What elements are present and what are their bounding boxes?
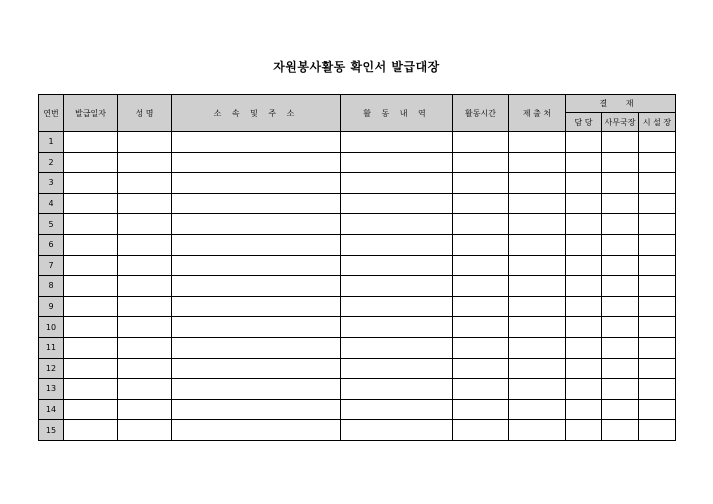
activity-hours-cell — [453, 420, 509, 441]
approval-director-cell — [639, 193, 676, 214]
activity-details-cell — [341, 132, 453, 153]
row-serial-number: 15 — [39, 420, 64, 441]
activity-hours-cell — [453, 358, 509, 379]
activity-hours-cell — [453, 152, 509, 173]
approval-secretary-general-cell — [602, 255, 639, 276]
approval-secretary-general-cell — [602, 173, 639, 194]
affiliation-address-cell — [172, 399, 341, 420]
activity-details-cell — [341, 173, 453, 194]
header-affiliation-address: 소 속 및 주 소 — [172, 95, 341, 132]
activity-details-cell — [341, 296, 453, 317]
approval-staff-cell — [566, 234, 602, 255]
activity-details-cell — [341, 193, 453, 214]
table-row — [39, 337, 676, 358]
activity-hours-cell — [453, 255, 509, 276]
row-serial-number: 3 — [39, 173, 64, 194]
name-cell — [118, 173, 172, 194]
table-row — [39, 379, 676, 400]
submitted-to-cell — [509, 193, 566, 214]
table-row — [39, 420, 676, 441]
affiliation-address-cell — [172, 132, 341, 153]
approval-director-cell — [639, 173, 676, 194]
table-row — [39, 193, 676, 214]
table-row — [39, 234, 676, 255]
activity-details-cell — [341, 276, 453, 297]
name-cell — [118, 234, 172, 255]
approval-secretary-general-cell — [602, 358, 639, 379]
header-serial: 연번 — [39, 95, 64, 132]
activity-hours-cell — [453, 132, 509, 153]
submitted-to-cell — [509, 276, 566, 297]
issue-date-cell — [64, 152, 118, 173]
affiliation-address-cell — [172, 173, 341, 194]
row-serial-number: 8 — [39, 276, 64, 297]
issue-date-cell — [64, 193, 118, 214]
submitted-to-cell — [509, 358, 566, 379]
row-serial-number: 11 — [39, 337, 64, 358]
affiliation-address-cell — [172, 296, 341, 317]
submitted-to-cell — [509, 337, 566, 358]
table-row — [39, 399, 676, 420]
name-cell — [118, 214, 172, 235]
name-cell — [118, 255, 172, 276]
approval-staff-cell — [566, 193, 602, 214]
header-activity-details: 활 동 내 역 — [341, 95, 453, 132]
submitted-to-cell — [509, 296, 566, 317]
header-approval-secretary-general: 사무국장 — [602, 113, 639, 132]
table-row — [39, 358, 676, 379]
issue-date-cell — [64, 255, 118, 276]
name-cell — [118, 337, 172, 358]
activity-details-cell — [341, 152, 453, 173]
activity-details-cell — [341, 379, 453, 400]
row-serial-number: 9 — [39, 296, 64, 317]
activity-details-cell — [341, 337, 453, 358]
activity-hours-cell — [453, 337, 509, 358]
page-title: 자원봉사활동 확인서 발급대장 — [273, 60, 440, 74]
affiliation-address-cell — [172, 358, 341, 379]
activity-details-cell — [341, 420, 453, 441]
header-approval-director: 시 설 장 — [639, 113, 676, 132]
name-cell — [118, 399, 172, 420]
table-row — [39, 132, 676, 153]
affiliation-address-cell — [172, 214, 341, 235]
approval-staff-cell — [566, 173, 602, 194]
affiliation-address-cell — [172, 234, 341, 255]
approval-staff-cell — [566, 379, 602, 400]
submitted-to-cell — [509, 214, 566, 235]
approval-director-cell — [639, 214, 676, 235]
name-cell — [118, 379, 172, 400]
approval-secretary-general-cell — [602, 193, 639, 214]
affiliation-address-cell — [172, 420, 341, 441]
header-issue-date: 발급일자 — [64, 95, 118, 132]
approval-secretary-general-cell — [602, 420, 639, 441]
activity-hours-cell — [453, 193, 509, 214]
approval-director-cell — [639, 152, 676, 173]
approval-secretary-general-cell — [602, 317, 639, 338]
row-serial-number: 14 — [39, 399, 64, 420]
row-serial-number: 12 — [39, 358, 64, 379]
row-serial-number: 2 — [39, 152, 64, 173]
submitted-to-cell — [509, 152, 566, 173]
approval-staff-cell — [566, 399, 602, 420]
ledger-body — [39, 132, 676, 441]
activity-details-cell — [341, 214, 453, 235]
issue-date-cell — [64, 296, 118, 317]
submitted-to-cell — [509, 132, 566, 153]
approval-secretary-general-cell — [602, 132, 639, 153]
name-cell — [118, 317, 172, 338]
name-cell — [118, 358, 172, 379]
approval-director-cell — [639, 255, 676, 276]
row-serial-number: 4 — [39, 193, 64, 214]
activity-hours-cell — [453, 214, 509, 235]
row-serial-number: 1 — [39, 132, 64, 153]
activity-hours-cell — [453, 399, 509, 420]
issue-date-cell — [64, 214, 118, 235]
approval-secretary-general-cell — [602, 152, 639, 173]
activity-hours-cell — [453, 173, 509, 194]
activity-details-cell — [341, 358, 453, 379]
affiliation-address-cell — [172, 379, 341, 400]
submitted-to-cell — [509, 173, 566, 194]
header-approval: 결 재 — [566, 95, 676, 113]
issue-date-cell — [64, 420, 118, 441]
activity-details-cell — [341, 317, 453, 338]
approval-director-cell — [639, 358, 676, 379]
approval-staff-cell — [566, 132, 602, 153]
issue-date-cell — [64, 276, 118, 297]
approval-staff-cell — [566, 214, 602, 235]
approval-director-cell — [639, 132, 676, 153]
row-serial-number: 10 — [39, 317, 64, 338]
approval-secretary-general-cell — [602, 234, 639, 255]
approval-director-cell — [639, 420, 676, 441]
table-row — [39, 255, 676, 276]
activity-hours-cell — [453, 296, 509, 317]
approval-staff-cell — [566, 152, 602, 173]
affiliation-address-cell — [172, 337, 341, 358]
header-name: 성 명 — [118, 95, 172, 132]
issue-date-cell — [64, 173, 118, 194]
approval-director-cell — [639, 234, 676, 255]
activity-details-cell — [341, 255, 453, 276]
affiliation-address-cell — [172, 193, 341, 214]
approval-director-cell — [639, 276, 676, 297]
affiliation-address-cell — [172, 317, 341, 338]
issue-date-cell — [64, 234, 118, 255]
issue-date-cell — [64, 132, 118, 153]
issue-date-cell — [64, 399, 118, 420]
submitted-to-cell — [509, 420, 566, 441]
name-cell — [118, 132, 172, 153]
header-submitted-to: 제 출 처 — [509, 95, 566, 132]
issue-date-cell — [64, 337, 118, 358]
approval-director-cell — [639, 337, 676, 358]
approval-director-cell — [639, 296, 676, 317]
activity-hours-cell — [453, 276, 509, 297]
row-serial-number: 6 — [39, 234, 64, 255]
approval-staff-cell — [566, 296, 602, 317]
approval-staff-cell — [566, 317, 602, 338]
submitted-to-cell — [509, 399, 566, 420]
row-serial-number: 13 — [39, 379, 64, 400]
header-approval-staff: 담 당 — [566, 113, 602, 132]
affiliation-address-cell — [172, 255, 341, 276]
row-serial-number: 7 — [39, 255, 64, 276]
affiliation-address-cell — [172, 276, 341, 297]
approval-secretary-general-cell — [602, 337, 639, 358]
approval-secretary-general-cell — [602, 276, 639, 297]
approval-staff-cell — [566, 276, 602, 297]
submitted-to-cell — [509, 379, 566, 400]
name-cell — [118, 296, 172, 317]
approval-director-cell — [639, 379, 676, 400]
submitted-to-cell — [509, 234, 566, 255]
table-row — [39, 276, 676, 297]
submitted-to-cell — [509, 255, 566, 276]
approval-staff-cell — [566, 255, 602, 276]
header-activity-hours: 활동시간 — [453, 95, 509, 132]
issuance-ledger-table — [38, 94, 676, 441]
issue-date-cell — [64, 317, 118, 338]
activity-details-cell — [341, 234, 453, 255]
name-cell — [118, 420, 172, 441]
approval-secretary-general-cell — [602, 296, 639, 317]
name-cell — [118, 276, 172, 297]
activity-hours-cell — [453, 379, 509, 400]
name-cell — [118, 152, 172, 173]
issue-date-cell — [64, 358, 118, 379]
row-serial-number: 5 — [39, 214, 64, 235]
name-cell — [118, 193, 172, 214]
approval-staff-cell — [566, 358, 602, 379]
approval-secretary-general-cell — [602, 214, 639, 235]
submitted-to-cell — [509, 317, 566, 338]
table-row — [39, 173, 676, 194]
table-row — [39, 296, 676, 317]
approval-director-cell — [639, 317, 676, 338]
activity-hours-cell — [453, 317, 509, 338]
activity-details-cell — [341, 399, 453, 420]
approval-staff-cell — [566, 337, 602, 358]
issue-date-cell — [64, 379, 118, 400]
approval-secretary-general-cell — [602, 379, 639, 400]
affiliation-address-cell — [172, 152, 341, 173]
table-row — [39, 214, 676, 235]
approval-secretary-general-cell — [602, 399, 639, 420]
activity-hours-cell — [453, 234, 509, 255]
table-row — [39, 152, 676, 173]
approval-staff-cell — [566, 420, 602, 441]
approval-director-cell — [639, 399, 676, 420]
table-row — [39, 317, 676, 338]
